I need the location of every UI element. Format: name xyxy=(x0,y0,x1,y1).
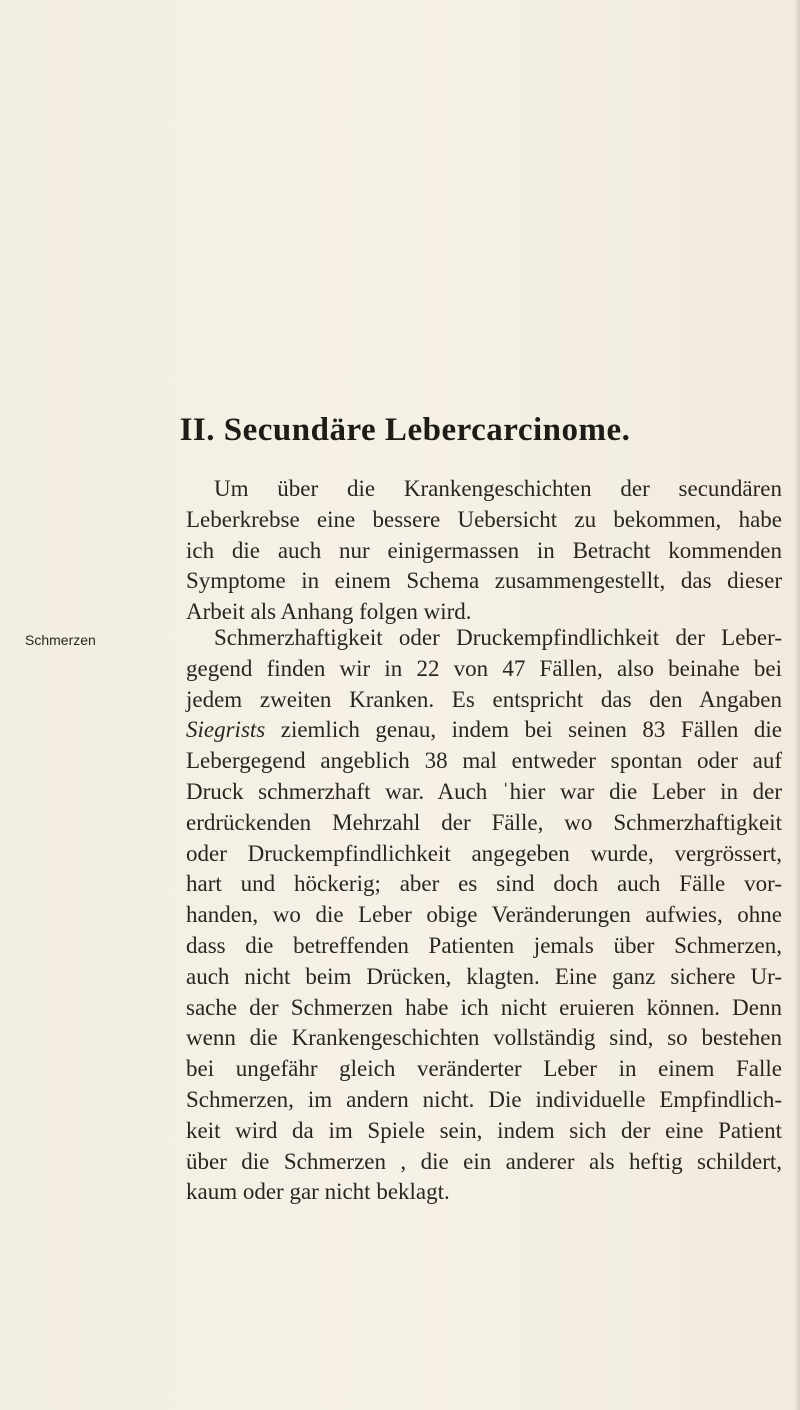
text-line: oder Druckempfindlichkeit angegeben wurde, vergrössert, xyxy=(186,840,782,866)
text-line: wenn die Krankengeschichten vollständig sind, so bestehen xyxy=(186,1025,782,1051)
paragraph-schmerzen xyxy=(186,623,782,1208)
text-line: Schmerzen, im andern nicht. Die individuelle Empfindlich- xyxy=(186,1086,782,1112)
text-line: jedem zweiten Kranken. Es entspricht das den Angaben xyxy=(186,686,782,712)
text-line: kaum oder gar nicht beklagt. xyxy=(186,1179,450,1205)
paragraph-intro xyxy=(186,474,782,628)
italic-name: Siegrists xyxy=(186,717,266,743)
margin-note: Schmerzen xyxy=(25,632,96,648)
text-line: hart und höckerig; aber es sind doch auch Fälle vor- xyxy=(186,871,782,897)
text-line: Schmerzhaftigkeit oder Druckempfindlichkeit der Leber- xyxy=(214,625,782,650)
text-line: Druck schmerzhaft war. Auch ˈhier war die Leber in der xyxy=(186,778,782,804)
text-line: sache der Schmerzen habe ich nicht eruieren können. Denn xyxy=(186,994,782,1020)
section-heading: II. Secundäre Lebercarcinome. xyxy=(179,412,631,448)
text-line: Arbeit als Anhang folgen wird. xyxy=(186,599,472,625)
text-line: handen, wo die Leber obige Veränderungen aufwies, ohne xyxy=(186,902,782,928)
text-line-rest: ziemlich genau, indem bei seinen 83 Fällen die xyxy=(280,717,782,743)
text-line: Leberkrebse eine bessere Uebersicht zu bekommen, habe xyxy=(186,506,782,532)
text-line: Lebergegend angeblich 38 mal entweder spontan oder auf xyxy=(186,748,782,774)
text-line: Symptome in einem Schema zusammengestellt, das dieser xyxy=(186,568,782,594)
text-line: erdrückenden Mehrzahl der Fälle, wo Schmerzhaftigkeit xyxy=(186,809,782,835)
text-line: bei ungefähr gleich veränderter Leber in einem Falle xyxy=(186,1056,782,1082)
text-line: Um über die Krankengeschichten der secundären xyxy=(214,476,782,501)
text-line: über die Schmerzen , die ein anderer als heftig schildert, xyxy=(186,1148,782,1174)
text-line: dass die betreffenden Patienten jemals über Schmerzen, xyxy=(186,932,782,958)
text-line: keit wird da im Spiele sein, indem sich der eine Patient xyxy=(186,1117,782,1143)
text-line-with-italic xyxy=(186,715,782,746)
page-edge-shadow xyxy=(794,0,800,1410)
text-line: auch nicht beim Drücken, klagten. Eine ganz sichere Ur- xyxy=(186,963,782,989)
text-line: gegend finden wir in 22 von 47 Fällen, also beinahe bei xyxy=(186,655,782,681)
text-line: ich die auch nur einigermassen in Betracht kommenden xyxy=(186,537,782,563)
